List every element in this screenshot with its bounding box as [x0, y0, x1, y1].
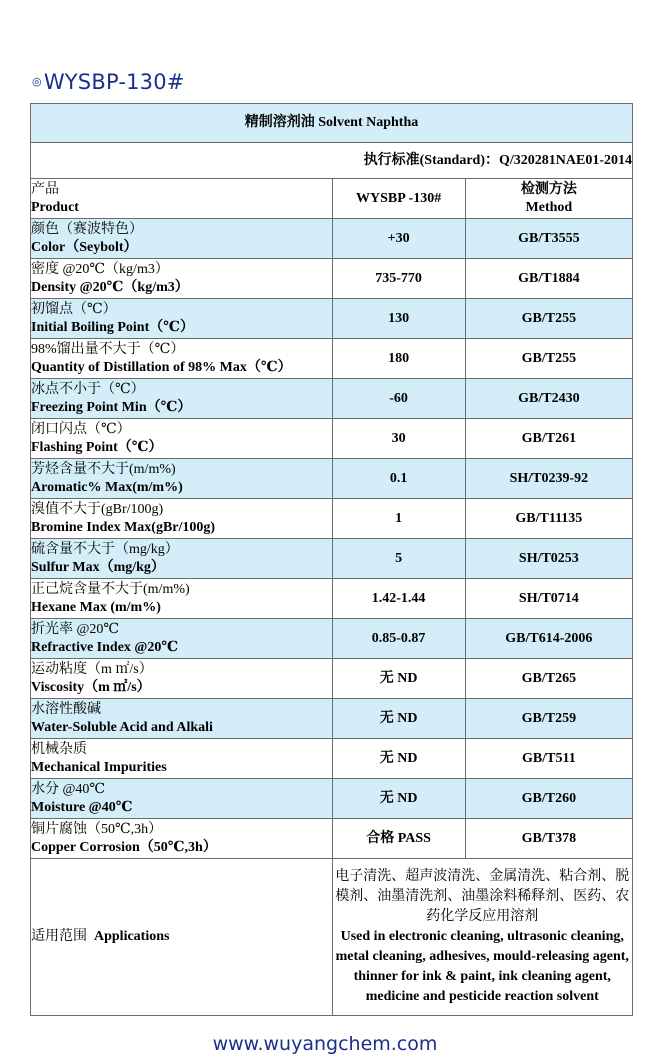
property-value: -60	[332, 379, 465, 419]
test-method: GB/T378	[465, 819, 632, 859]
property-value: 无 ND	[332, 779, 465, 819]
table-row	[31, 459, 633, 499]
property-label: 芳烃含量不大于(m/m%) Aromatic% Max(m/m%)	[31, 459, 333, 499]
property-value: 180	[332, 339, 465, 379]
table-row	[31, 699, 633, 739]
table-row	[31, 219, 633, 259]
applications-description: 电子清洗、超声波清洗、金属清洗、粘合剂、脱模剂、油墨清洗剂、油墨涂料稀释剂、医药、农药化学反应用溶剂 Used in electronic cleaning, ultrasonic cleaning, metal cleaning, adhesives, mould-releasing agent, thinner for ink & paint, ink cleaning agent, medicine and pesticide reaction solvent	[332, 859, 633, 1016]
property-label: 正己烷含量不大于(m/m%) Hexane Max (m/m%)	[31, 579, 333, 619]
table-row	[31, 779, 633, 819]
table-row	[31, 299, 633, 339]
property-value: 0.1	[332, 459, 465, 499]
property-value: 1.42-1.44	[332, 579, 465, 619]
test-method: GB/T265	[465, 659, 632, 699]
product-code: WYSBP-130#	[43, 70, 185, 94]
test-method: GB/T259	[465, 699, 632, 739]
standard-row	[31, 143, 633, 179]
property-value: +30	[332, 219, 465, 259]
table-row	[31, 819, 633, 859]
table-row	[31, 419, 633, 459]
property-value: 无 ND	[332, 699, 465, 739]
table-row	[31, 739, 633, 779]
property-label: 冰点不小于（℃） Freezing Point Min（℃）	[31, 379, 333, 419]
property-label: 机械杂质 Mechanical Impurities	[31, 739, 333, 779]
property-value: 无 ND	[332, 659, 465, 699]
property-label: 折光率 @20℃ Refractive Index @20℃	[31, 619, 333, 659]
property-label: 运动粘度（m ㎡/s） Viscosity（m ㎡/s）	[31, 659, 333, 699]
applications-label: 适用范围 Applications	[31, 859, 333, 1016]
property-label: 98%馏出量不大于（℃） Quantity of Distillation of 98% Max（℃）	[31, 339, 333, 379]
standard-text: 执行标准(Standard)：Q/320281NAE01-2014	[31, 143, 633, 179]
property-value: 5	[332, 539, 465, 579]
circle-bullet-icon: ◎	[32, 75, 42, 88]
table-title-row	[31, 104, 633, 143]
table-row	[31, 339, 633, 379]
test-method: GB/T3555	[465, 219, 632, 259]
applications-row	[31, 859, 633, 1016]
test-method: SH/T0239-92	[465, 459, 632, 499]
property-value: 无 ND	[332, 739, 465, 779]
test-method: SH/T0714	[465, 579, 632, 619]
property-value: 30	[332, 419, 465, 459]
property-label: 水溶性酸碱 Water-Soluble Acid and Alkali	[31, 699, 333, 739]
table-row	[31, 659, 633, 699]
table-row	[31, 539, 633, 579]
test-method: GB/T614-2006	[465, 619, 632, 659]
header-method: 检测方法 Method	[465, 179, 632, 219]
table-row	[31, 579, 633, 619]
test-method: SH/T0253	[465, 539, 632, 579]
table-row	[31, 259, 633, 299]
property-value: 0.85-0.87	[332, 619, 465, 659]
spec-table	[30, 103, 633, 1016]
header-row	[31, 179, 633, 219]
property-value: 735-770	[332, 259, 465, 299]
header-model: WYSBP -130#	[332, 179, 465, 219]
property-label: 水分 @40℃ Moisture @40℃	[31, 779, 333, 819]
test-method: GB/T260	[465, 779, 632, 819]
property-label: 硫含量不大于（mg/kg） Sulfur Max（mg/kg）	[31, 539, 333, 579]
website-footer: www.wuyangchem.com	[212, 1033, 438, 1055]
property-label: 密度 @20℃（kg/m3） Density @20℃（kg/m3）	[31, 259, 333, 299]
table-row	[31, 619, 633, 659]
test-method: GB/T255	[465, 339, 632, 379]
property-label: 初馏点（℃） Initial Boiling Point（℃）	[31, 299, 333, 339]
test-method: GB/T1884	[465, 259, 632, 299]
property-value: 合格 PASS	[332, 819, 465, 859]
test-method: GB/T11135	[465, 499, 632, 539]
product-title	[32, 70, 185, 98]
property-value: 1	[332, 499, 465, 539]
test-method: GB/T255	[465, 299, 632, 339]
header-product: 产品 Product	[31, 179, 333, 219]
property-value: 130	[332, 299, 465, 339]
table-title: 精制溶剂油 Solvent Naphtha	[31, 104, 633, 143]
property-label: 铜片腐蚀（50℃,3h） Copper Corrosion（50℃,3h）	[31, 819, 333, 859]
test-method: GB/T511	[465, 739, 632, 779]
test-method: GB/T2430	[465, 379, 632, 419]
property-label: 闭口闪点（℃） Flashing Point（℃）	[31, 419, 333, 459]
property-label: 溴值不大于(gBr/100g) Bromine Index Max(gBr/100g)	[31, 499, 333, 539]
table-row	[31, 379, 633, 419]
property-label: 颜色（赛波特色） Color（Seybolt）	[31, 219, 333, 259]
test-method: GB/T261	[465, 419, 632, 459]
table-row	[31, 499, 633, 539]
